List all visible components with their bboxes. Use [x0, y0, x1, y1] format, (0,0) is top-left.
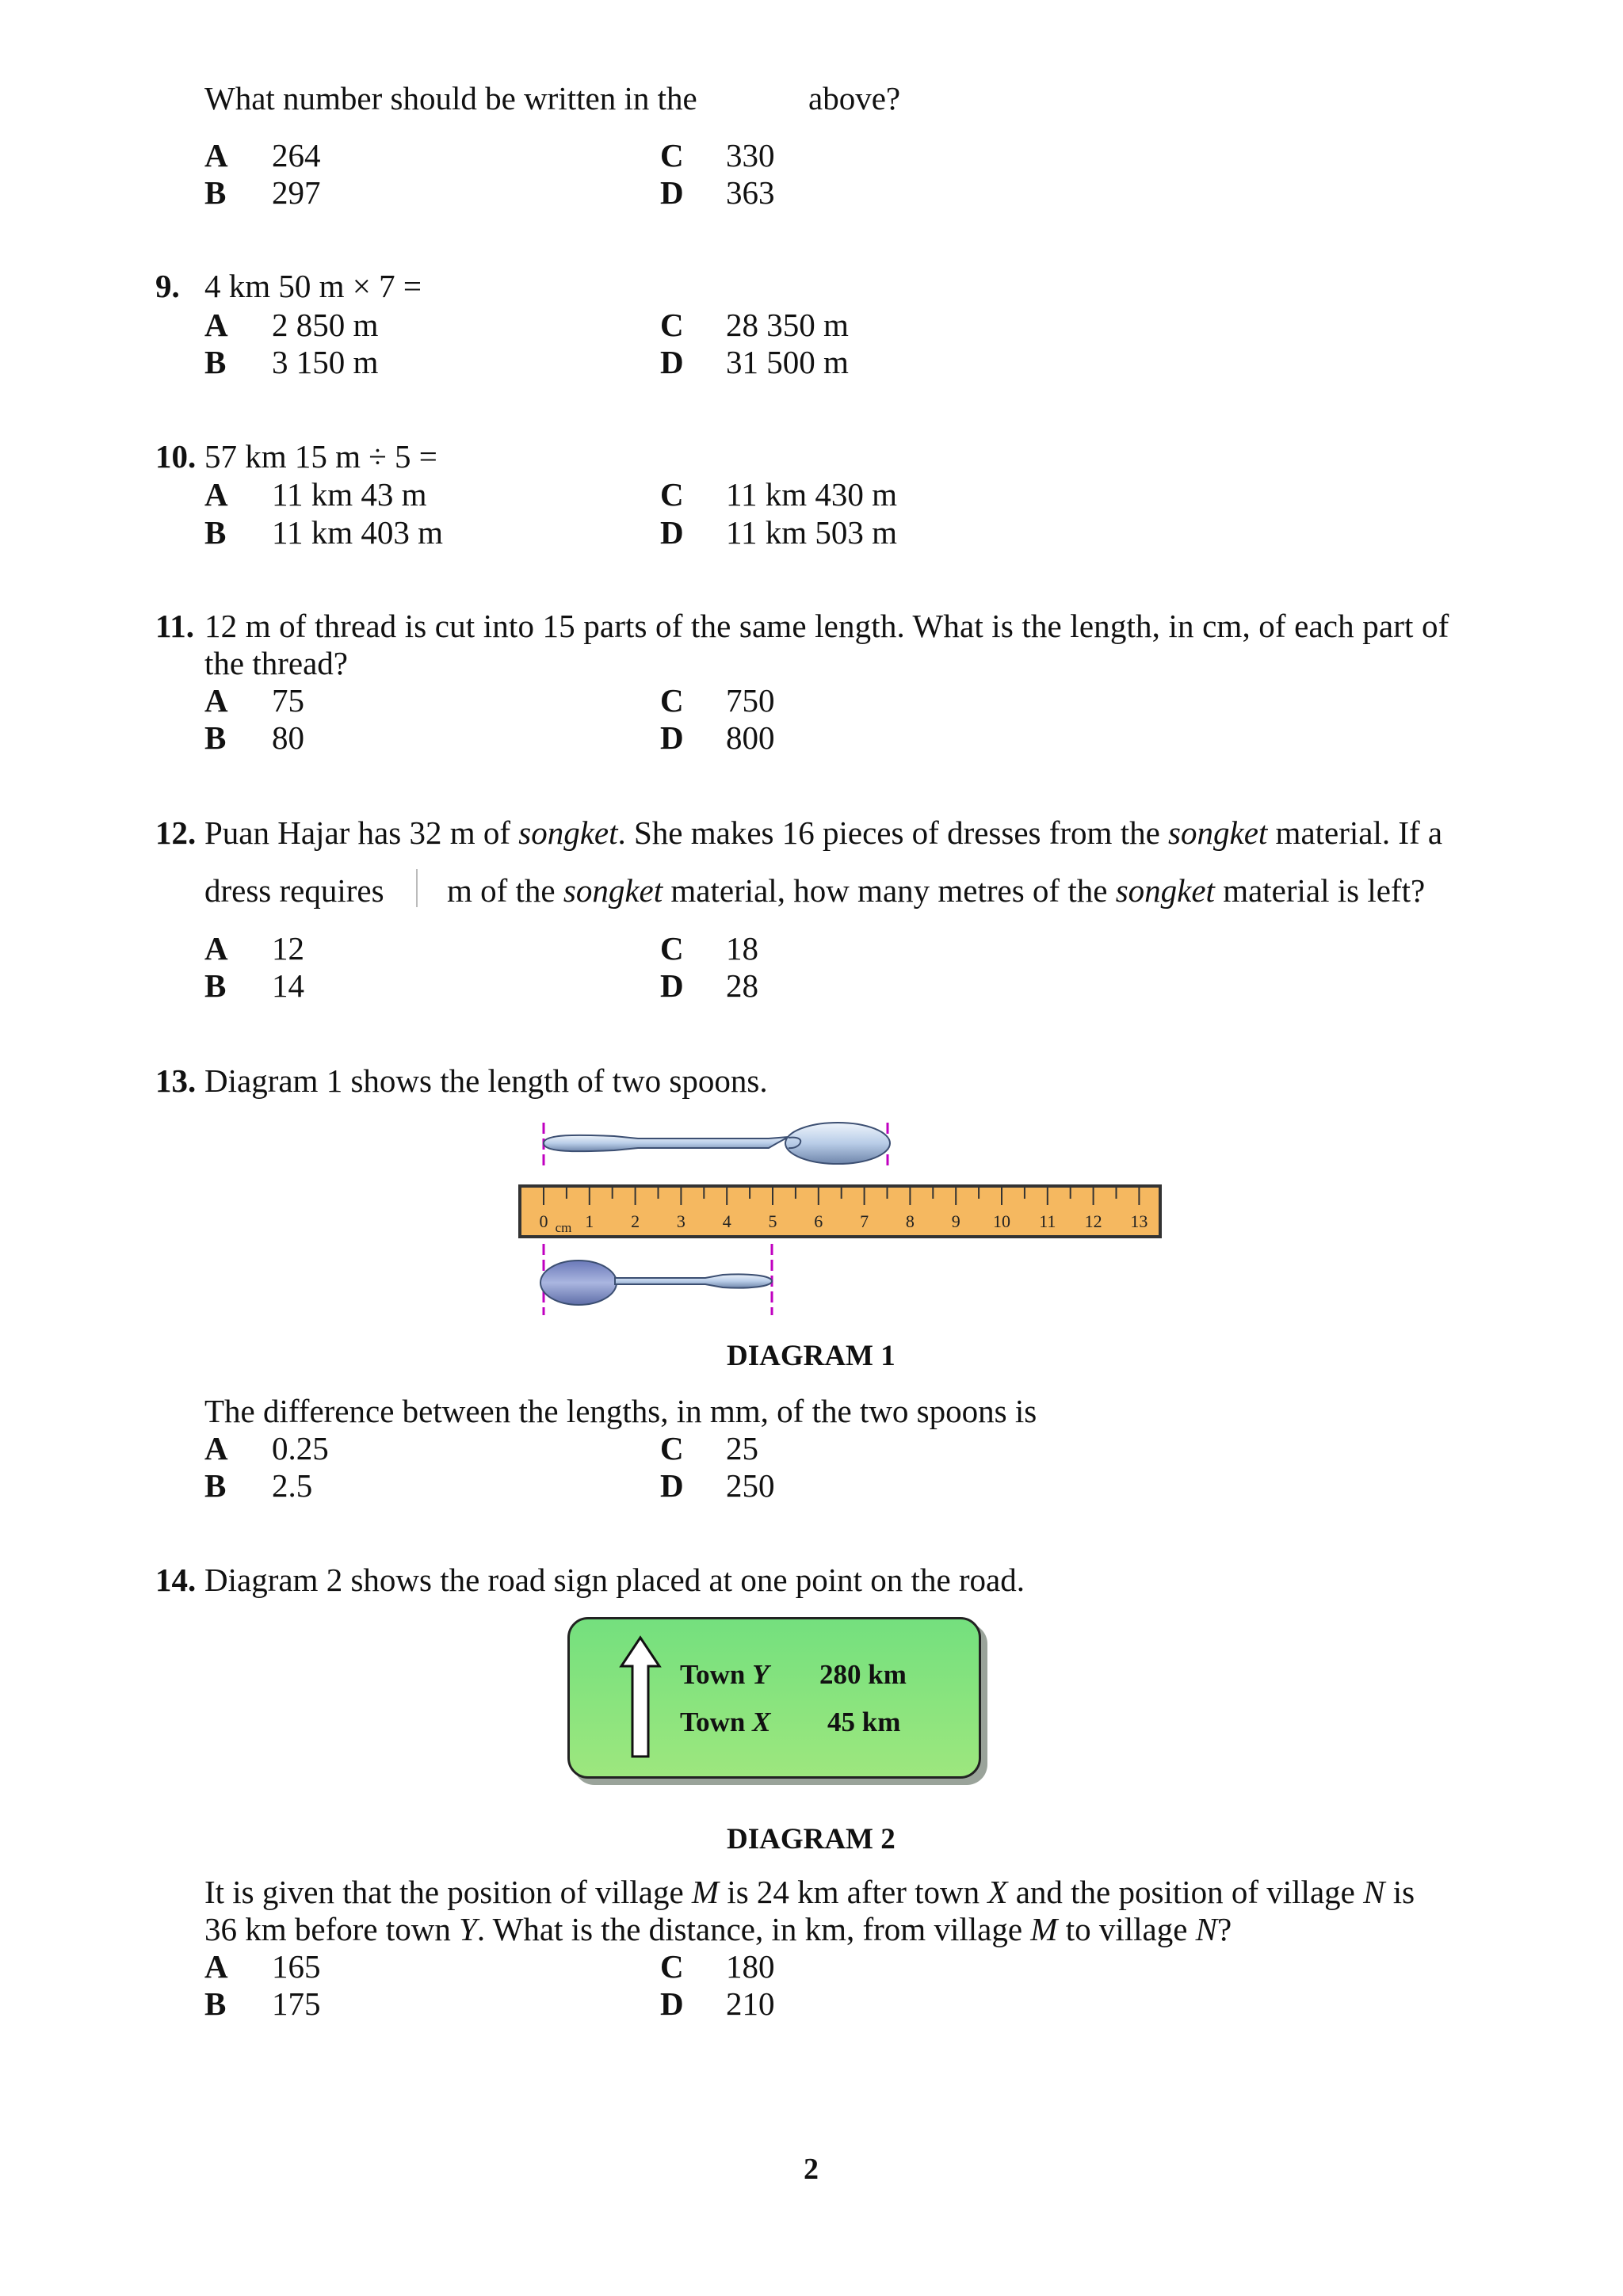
q12-line2-c: songket [563, 872, 663, 909]
q12-option-b-letter: B [204, 967, 227, 1004]
q14-option-a-letter: A [204, 1948, 228, 1985]
q9-stem: 4 km 50 m × 7 = [204, 268, 422, 304]
q12-line2-d: material, how many metres of the [670, 872, 1108, 909]
q14-line1-f: N [1363, 1874, 1385, 1910]
q9-option-a-letter: A [204, 307, 228, 343]
q10-option-a[interactable]: 11 km 43 m [272, 476, 427, 513]
diagram-1-caption: DIAGRAM 1 [727, 1340, 896, 1372]
fraction-placeholder [408, 869, 426, 907]
q9-option-a[interactable]: 2 850 m [272, 307, 379, 343]
ruler-unit: cm [555, 1220, 572, 1235]
sign-row2-distance: 45 km [827, 1707, 901, 1737]
q14-option-d[interactable]: 210 [726, 1985, 775, 2022]
q14-stem: Diagram 2 shows the road sign placed at one point on the road. [204, 1562, 1025, 1598]
ruler-label: 10 [993, 1211, 1010, 1231]
q14-line2-c: . What is the distance, in km, from village [476, 1911, 1023, 1947]
q9-option-b[interactable]: 3 150 m [272, 344, 379, 380]
q14-number: 14. [155, 1562, 197, 1598]
q11-option-b[interactable]: 80 [272, 719, 304, 756]
q8-option-c-letter: C [660, 137, 684, 174]
q12-line2-e: songket [1115, 872, 1215, 909]
q12-option-c[interactable]: 18 [726, 930, 758, 967]
q12-line1-c: . She makes 16 pieces of dresses from the [617, 814, 1160, 851]
q8-option-a-letter: A [204, 137, 228, 174]
q11-option-b-letter: B [204, 719, 227, 756]
q10-option-c-letter: C [660, 476, 684, 513]
q13-number: 13. [155, 1062, 197, 1099]
q8-option-d[interactable]: 363 [726, 174, 775, 211]
spoon-long-icon [544, 1123, 890, 1164]
ruler-label: 5 [768, 1211, 777, 1231]
q12-line1-a: Puan Hajar has 32 m of [204, 814, 510, 851]
diagram-2-caption: DIAGRAM 2 [727, 1823, 896, 1855]
q8-option-b-letter: B [204, 174, 227, 211]
q10-stem: 57 km 15 m ÷ 5 = [204, 438, 437, 475]
q11-option-d[interactable]: 800 [726, 719, 775, 756]
q10-number: 10. [155, 438, 197, 475]
q12-option-a-letter: A [204, 930, 228, 967]
q10-option-a-letter: A [204, 476, 228, 513]
q12-option-a[interactable]: 12 [272, 930, 304, 967]
ruler-label: 9 [951, 1211, 960, 1231]
q14-line2-d: M [1030, 1911, 1058, 1947]
q12-line1 [204, 814, 1442, 852]
ruler [520, 1186, 1160, 1237]
sign-town-letter-x: X [752, 1707, 771, 1737]
q14-option-b-letter: B [204, 1985, 227, 2022]
q11-option-a-letter: A [204, 682, 228, 719]
q14-option-d-letter: D [660, 1985, 684, 2022]
q12-option-d-letter: D [660, 967, 684, 1004]
q14-line1-b: M [691, 1874, 720, 1910]
q11-option-a[interactable]: 75 [272, 682, 304, 719]
ruler-label: 3 [676, 1211, 685, 1231]
ruler-label: 8 [905, 1211, 915, 1231]
q14-line2-e: to village [1065, 1911, 1188, 1947]
q10-option-c[interactable]: 11 km 430 m [726, 476, 898, 513]
q14-line2-g: ? [1217, 1911, 1232, 1947]
up-arrow-icon [618, 1634, 663, 1761]
diagram-1-spoons-ruler [507, 1113, 1173, 1343]
q13-option-a-letter: A [204, 1430, 228, 1466]
q13-question: The difference between the lengths, in mm, of the two spoons is [204, 1393, 1037, 1429]
q13-option-d-letter: D [660, 1467, 684, 1504]
q13-option-c[interactable]: 25 [726, 1430, 758, 1466]
q12-option-b[interactable]: 14 [272, 967, 304, 1004]
q12-line1-e: material. If a [1275, 814, 1443, 851]
q12-number: 12. [155, 814, 197, 851]
q11-number: 11. [155, 608, 194, 644]
sign-row1-town [680, 1658, 769, 1691]
q14-line2 [204, 1910, 1232, 1949]
q13-option-b-letter: B [204, 1467, 227, 1504]
sign-row2-town [680, 1706, 770, 1739]
q8-option-b[interactable]: 297 [272, 174, 321, 211]
q14-option-c-letter: C [660, 1948, 684, 1985]
q12-line1-d: songket [1168, 814, 1268, 851]
q14-line1-d: X [987, 1874, 1008, 1910]
q14-option-b[interactable]: 175 [272, 1985, 321, 2022]
q13-option-a[interactable]: 0.25 [272, 1430, 329, 1466]
q14-line2-f: N [1195, 1911, 1218, 1947]
q9-option-d-letter: D [660, 344, 684, 380]
q9-option-c[interactable]: 28 350 m [726, 307, 849, 343]
q11-option-d-letter: D [660, 719, 684, 756]
sign-town-label: Town [680, 1707, 746, 1737]
q13-stem: Diagram 1 shows the length of two spoons. [204, 1062, 768, 1099]
sign-row1-distance: 280 km [819, 1659, 907, 1690]
q12-line2-a: dress requires [204, 872, 384, 909]
ruler-label: 0 [539, 1211, 548, 1231]
q14-line1 [204, 1873, 1415, 1912]
q11-option-c[interactable]: 750 [726, 682, 775, 719]
road-sign [567, 1617, 987, 1785]
q14-option-c[interactable]: 180 [726, 1948, 775, 1985]
q12-option-c-letter: C [660, 930, 684, 967]
q11-stem-line2: the thread? [204, 645, 348, 681]
q8-stem-a: What number should be written in the [204, 80, 697, 116]
q14-line1-c: is 24 km after town [727, 1874, 980, 1910]
q12-line2-rest [447, 871, 1425, 910]
sign-town-label: Town [680, 1659, 746, 1690]
q14-line1-a: It is given that the position of village [204, 1874, 684, 1910]
ruler-label: 13 [1130, 1211, 1148, 1231]
q9-option-c-letter: C [660, 307, 684, 343]
spoon-short-icon [540, 1261, 772, 1305]
q14-line1-g: is [1392, 1874, 1415, 1910]
q14-option-a[interactable]: 165 [272, 1948, 321, 1985]
q13-option-b[interactable]: 2.5 [272, 1467, 313, 1504]
q10-option-d[interactable]: 11 km 503 m [726, 514, 898, 551]
q8-option-a[interactable]: 264 [272, 137, 321, 174]
q8-option-c[interactable]: 330 [726, 137, 775, 174]
ruler-label: 6 [814, 1211, 823, 1231]
q14-line2-a: 36 km before town [204, 1911, 451, 1947]
q9-option-b-letter: B [204, 344, 227, 380]
q12-option-d[interactable]: 28 [726, 967, 758, 1004]
q12-line2-b: m of the [447, 872, 556, 909]
q9-number: 9. [155, 268, 180, 304]
page-number: 2 [804, 2153, 819, 2186]
ruler-label: 12 [1084, 1211, 1102, 1231]
ruler-label: 1 [585, 1211, 594, 1231]
ruler-label: 4 [722, 1211, 731, 1231]
q8-stem [204, 79, 697, 118]
q14-line2-b: Y [459, 1911, 477, 1947]
q8-option-d-letter: D [660, 174, 684, 211]
sign-town-letter-y: Y [752, 1659, 769, 1690]
q10-option-b[interactable]: 11 km 403 m [272, 514, 444, 551]
q9-option-d[interactable]: 31 500 m [726, 344, 849, 380]
q12-line1-b: songket [518, 814, 618, 851]
q13-option-c-letter: C [660, 1430, 684, 1466]
ruler-label: 2 [631, 1211, 640, 1231]
q8-stem-b: above? [808, 80, 901, 116]
q11-stem-line1: 12 m of thread is cut into 15 parts of the same length. What is the length, in cm, of each part of [204, 608, 1449, 644]
q12-line2-f: material is left? [1223, 872, 1426, 909]
q14-line1-e: and the position of village [1015, 1874, 1355, 1910]
q11-option-c-letter: C [660, 682, 684, 719]
q10-option-b-letter: B [204, 514, 227, 551]
q13-option-d[interactable]: 250 [726, 1467, 775, 1504]
ruler-label: 7 [860, 1211, 869, 1231]
ruler-label: 11 [1039, 1211, 1056, 1231]
q10-option-d-letter: D [660, 514, 684, 551]
